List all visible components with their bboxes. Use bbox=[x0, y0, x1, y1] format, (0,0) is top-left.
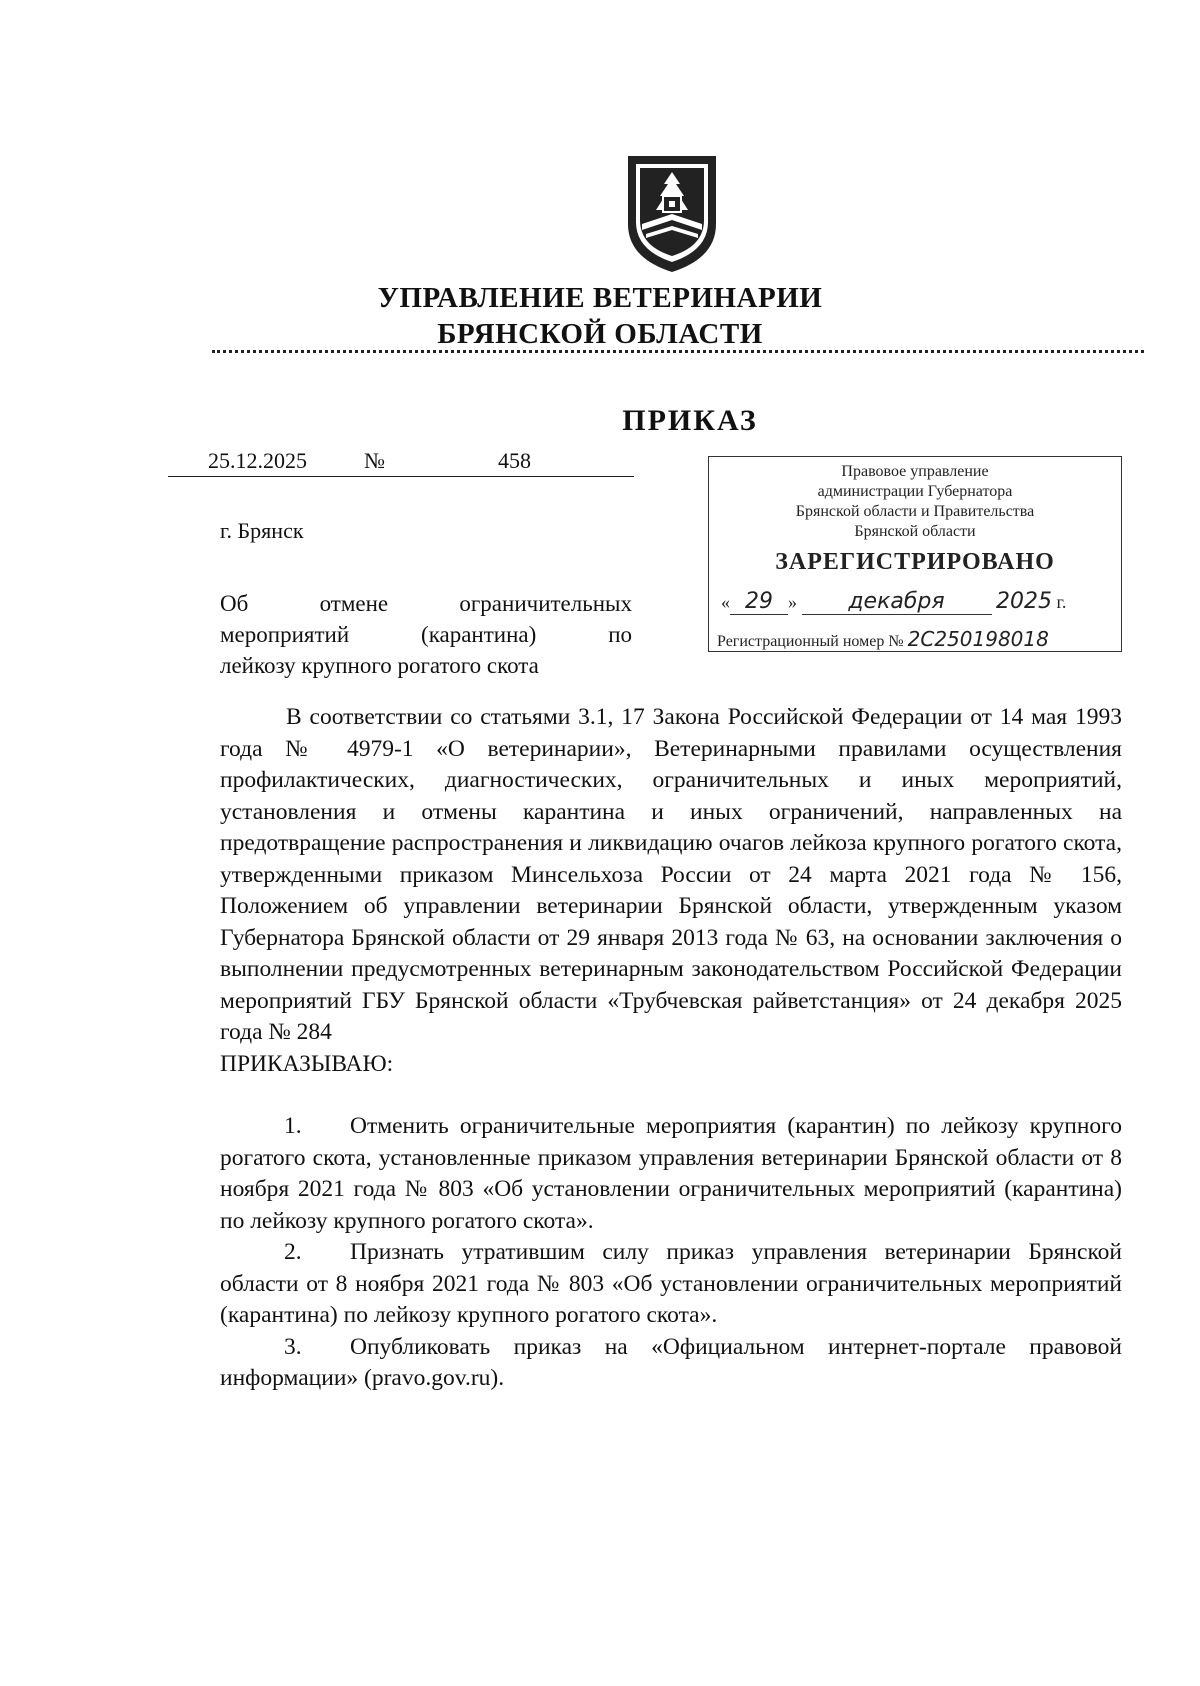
item-text: Опубликовать приказ на «Официальном интернет-портале правовой информации» (pravo.gov.ru). bbox=[220, 1333, 1122, 1391]
subject-line: лейкозу крупного рогатого скота bbox=[220, 653, 539, 678]
document-subject bbox=[220, 588, 632, 681]
stamp-reg-number: 2C250198018 bbox=[907, 627, 1049, 651]
stamp-status: ЗАРЕГИСТРИРОВАНО bbox=[775, 549, 1055, 575]
subject-line: мероприятий (карантина) по bbox=[220, 622, 632, 647]
list-item bbox=[220, 1237, 1122, 1332]
stamp-registration bbox=[717, 627, 1049, 651]
org-name-line2: БРЯНСКОЙ ОБЛАСТИ bbox=[437, 318, 763, 350]
stamp-line: администрации Губернатора bbox=[817, 483, 1013, 500]
stamp-year: 2025 bbox=[996, 589, 1052, 614]
org-name-line1: УПРАВЛЕНИЕ ВЕТЕРИНАРИИ bbox=[377, 282, 823, 314]
stamp-date: « 29 » декабря 2025 г. bbox=[721, 589, 1067, 614]
document-number: 458 bbox=[498, 448, 531, 473]
list-item bbox=[220, 1332, 1122, 1395]
document-date: 25.12.2025 bbox=[208, 448, 307, 473]
document-title: ПРИКАЗ bbox=[622, 404, 758, 437]
number-label: № bbox=[364, 448, 385, 473]
header-divider bbox=[212, 350, 1144, 353]
stamp-line: Брянской области и Правительства bbox=[795, 503, 1035, 520]
item-text: Признать утратившим силу приказ управления ветеринарии Брянской области от 8 ноября 2021 года № 803 «Об установлении ограничительных мероприятий (карантина) по лейкозу крупного рогатого скота». bbox=[220, 1239, 1122, 1328]
item-number: 2. bbox=[284, 1239, 302, 1265]
item-number: 3. bbox=[284, 1333, 302, 1360]
list-item bbox=[220, 1111, 1122, 1237]
stamp-month: декабря bbox=[802, 589, 992, 615]
item-text: Отменить ограничительные мероприятия (карантин) по лейкозу крупного рогатого скота, установленные приказом управления ветеринарии Брянской области от 8 ноября 2021 года № 803 «Об установлении ограничительных мероприятий (карантина) по лейкозу крупного рогатого скота». bbox=[220, 1113, 1122, 1234]
stamp-line: Брянской области bbox=[854, 523, 976, 540]
item-number: 1. bbox=[284, 1113, 302, 1139]
stamp-year-suffix: г. bbox=[1056, 592, 1067, 612]
city: г. Брянск bbox=[220, 518, 304, 543]
stamp-reg-label: Регистрационный номер № bbox=[717, 633, 904, 650]
subject-line: Об отмене ограничительных bbox=[220, 591, 632, 616]
document-body bbox=[220, 702, 1122, 1395]
preamble: В соответствии со статьями 3.1, 17 Закона Российской Федерации от 14 мая 1993 года № 4979-1 «О ветеринарии», Ветеринарными правилами осуществления профилактических, диагностических, ограничительных и иных мероприятий, установления и отмены карантина и иных ограничений, направленных на предотвращение распространения и ликвидацию очагов лейкоза крупного рогатого скота, утвержденными приказом Минсельхоза России от 24 марта 2021 года № 156, Положением об управлении ветеринарии Брянской области, утвержденным указом Губернатора Брянской области от 29 января 2013 года № 63, на основании заключения о выполнении предусмотренных ветеринарным законодательством Российской Федерации мероприятий ГБУ Брянской области «Трубчевская райветстанция» от 24 декабря 2025 года № 284 bbox=[220, 704, 1122, 1045]
registration-stamp bbox=[708, 456, 1122, 652]
stamp-line: Правовое управление bbox=[841, 463, 989, 480]
stamp-day: 29 bbox=[730, 589, 788, 615]
date-number-line bbox=[168, 448, 634, 477]
order-word: ПРИКАЗЫВАЮ: bbox=[220, 1050, 394, 1077]
coat-of-arms-icon bbox=[624, 150, 720, 276]
